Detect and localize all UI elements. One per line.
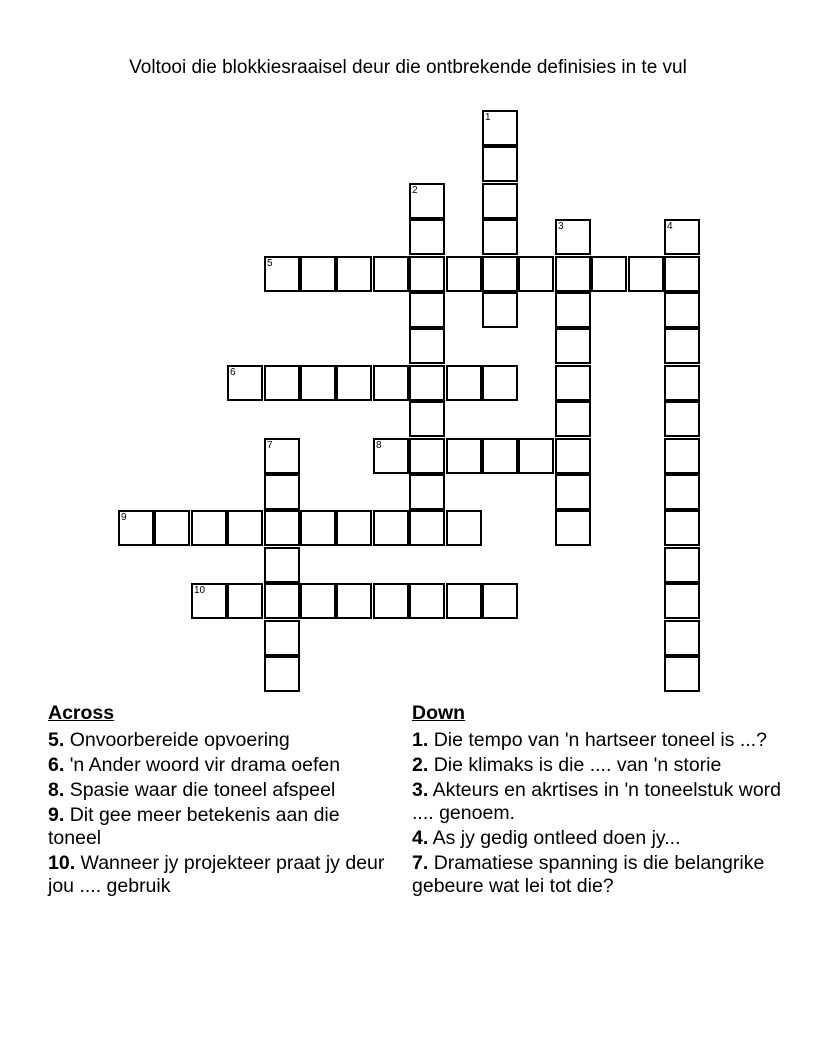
across-clue (48, 779, 388, 802)
grid-cell[interactable] (264, 547, 300, 583)
grid-cell[interactable] (336, 583, 372, 619)
cell-number: 1 (485, 112, 491, 123)
cell-number: 3 (558, 221, 564, 232)
grid-cell[interactable] (264, 438, 300, 474)
down-clue (412, 729, 782, 752)
down-heading: Down (412, 702, 466, 724)
grid-cell[interactable] (664, 292, 700, 328)
clue-text: Dit gee meer betekenis aan die toneel (48, 804, 340, 849)
grid-cell[interactable] (227, 510, 263, 546)
grid-cell[interactable] (264, 510, 300, 546)
across-clues (48, 702, 388, 900)
grid-cell[interactable] (446, 365, 482, 401)
grid-cell[interactable] (409, 510, 445, 546)
grid-cell[interactable] (373, 365, 409, 401)
grid-cell[interactable] (664, 620, 700, 656)
grid-cell[interactable] (446, 256, 482, 292)
grid-cell[interactable] (409, 583, 445, 619)
grid-cell[interactable] (373, 256, 409, 292)
clue-number: 1. (412, 729, 429, 751)
grid-cell[interactable] (409, 474, 445, 510)
grid-cell[interactable] (518, 438, 554, 474)
across-clue (48, 729, 388, 752)
grid-cell[interactable] (446, 438, 482, 474)
grid-cell[interactable] (154, 510, 190, 546)
grid-cell[interactable] (482, 256, 518, 292)
grid-cell[interactable] (409, 292, 445, 328)
grid-cell[interactable] (628, 256, 664, 292)
grid-cell[interactable] (664, 256, 700, 292)
grid-cell[interactable] (264, 256, 300, 292)
grid-cell[interactable] (482, 292, 518, 328)
grid-cell[interactable] (555, 219, 591, 255)
across-clue (48, 804, 388, 850)
grid-cell[interactable] (264, 656, 300, 692)
grid-cell[interactable] (409, 183, 445, 219)
cell-number: 2 (412, 185, 418, 196)
grid-cell[interactable] (482, 219, 518, 255)
grid-cell[interactable] (664, 328, 700, 364)
grid-cell[interactable] (300, 365, 336, 401)
grid-cell[interactable] (482, 583, 518, 619)
clue-text: Onvoorbereide opvoering (69, 729, 290, 751)
grid-cell[interactable] (482, 438, 518, 474)
grid-cell[interactable] (409, 401, 445, 437)
grid-cell[interactable] (300, 510, 336, 546)
grid-cell[interactable] (409, 219, 445, 255)
clue-number: 5. (48, 729, 65, 751)
grid-cell[interactable] (264, 583, 300, 619)
grid-cell[interactable] (336, 365, 372, 401)
grid-cell[interactable] (373, 438, 409, 474)
grid-cell[interactable] (664, 510, 700, 546)
clue-text: Dramatiese spanning is die belangrike gebeure wat lei tot die? (412, 852, 765, 897)
grid-cell[interactable] (664, 219, 700, 255)
grid-cell[interactable] (555, 510, 591, 546)
clue-text: Wanneer jy projekteer praat jy deur jou .... gebruik (48, 852, 385, 897)
down-clue (412, 827, 782, 850)
grid-cell[interactable] (555, 474, 591, 510)
grid-cell[interactable] (664, 401, 700, 437)
grid-cell[interactable] (300, 583, 336, 619)
grid-cell[interactable] (227, 583, 263, 619)
grid-cell[interactable] (555, 328, 591, 364)
cell-number: 10 (194, 585, 206, 596)
down-clue (412, 754, 782, 777)
grid-cell[interactable] (373, 583, 409, 619)
grid-cell[interactable] (555, 438, 591, 474)
grid-cell[interactable] (446, 510, 482, 546)
page-title: Voltooi die blokkiesraaisel deur die ontbrekende definisies in te vul (129, 57, 687, 78)
across-clue (48, 754, 388, 777)
across-heading: Across (48, 702, 115, 724)
cell-number: 7 (267, 440, 273, 451)
grid-cell[interactable] (409, 438, 445, 474)
clue-number: 8. (48, 779, 65, 801)
clue-number: 6. (48, 754, 65, 776)
grid-cell[interactable] (555, 292, 591, 328)
clue-number: 7. (412, 852, 429, 874)
clue-number: 9. (48, 804, 65, 826)
across-clue (48, 852, 388, 898)
grid-cell[interactable] (555, 401, 591, 437)
grid-cell[interactable] (191, 583, 227, 619)
clue-text: Die klimaks is die .... van 'n storie (433, 754, 722, 776)
grid-cell[interactable] (664, 583, 700, 619)
grid-cell[interactable] (518, 256, 554, 292)
grid-cell[interactable] (482, 183, 518, 219)
grid-cell[interactable] (664, 474, 700, 510)
grid-cell[interactable] (482, 110, 518, 146)
grid-cell[interactable] (664, 438, 700, 474)
grid-cell[interactable] (664, 547, 700, 583)
clue-number: 4. (412, 827, 429, 849)
grid-cell[interactable] (409, 365, 445, 401)
grid-cell[interactable] (264, 474, 300, 510)
grid-cell[interactable] (482, 365, 518, 401)
grid-cell[interactable] (482, 146, 518, 182)
grid-cell[interactable] (664, 365, 700, 401)
grid-cell[interactable] (555, 256, 591, 292)
clue-text: As jy gedig ontleed doen jy... (432, 827, 681, 849)
grid-cell[interactable] (118, 510, 154, 546)
down-clues (412, 702, 782, 900)
grid-cell[interactable] (191, 510, 227, 546)
clue-text: 'n Ander woord vir drama oefen (69, 754, 341, 776)
down-clue (412, 779, 782, 825)
grid-cell[interactable] (264, 620, 300, 656)
clue-number: 2. (412, 754, 429, 776)
grid-cell[interactable] (446, 583, 482, 619)
down-clue (412, 852, 782, 898)
clue-number: 3. (412, 779, 429, 801)
grid-cell[interactable] (227, 365, 263, 401)
grid-cell[interactable] (300, 256, 336, 292)
grid-cell[interactable] (264, 365, 300, 401)
cell-number: 6 (230, 367, 236, 378)
clue-number: 10. (48, 852, 76, 874)
grid-cell[interactable] (409, 256, 445, 292)
grid-cell[interactable] (409, 328, 445, 364)
grid-cell[interactable] (336, 256, 372, 292)
clue-text: Die tempo van 'n hartseer toneel is ...? (433, 729, 767, 751)
grid-cell[interactable] (664, 656, 700, 692)
grid-cell[interactable] (555, 365, 591, 401)
clue-text: Akteurs en akrtises in 'n toneelstuk word .... genoem. (412, 779, 782, 824)
cell-number: 9 (121, 512, 127, 523)
grid-cell[interactable] (591, 256, 627, 292)
clue-text: Spasie waar die toneel afspeel (69, 779, 336, 801)
grid-cell[interactable] (336, 510, 372, 546)
cell-number: 5 (267, 258, 273, 269)
cell-number: 4 (667, 221, 673, 232)
grid-cell[interactable] (373, 510, 409, 546)
cell-number: 8 (376, 440, 382, 451)
